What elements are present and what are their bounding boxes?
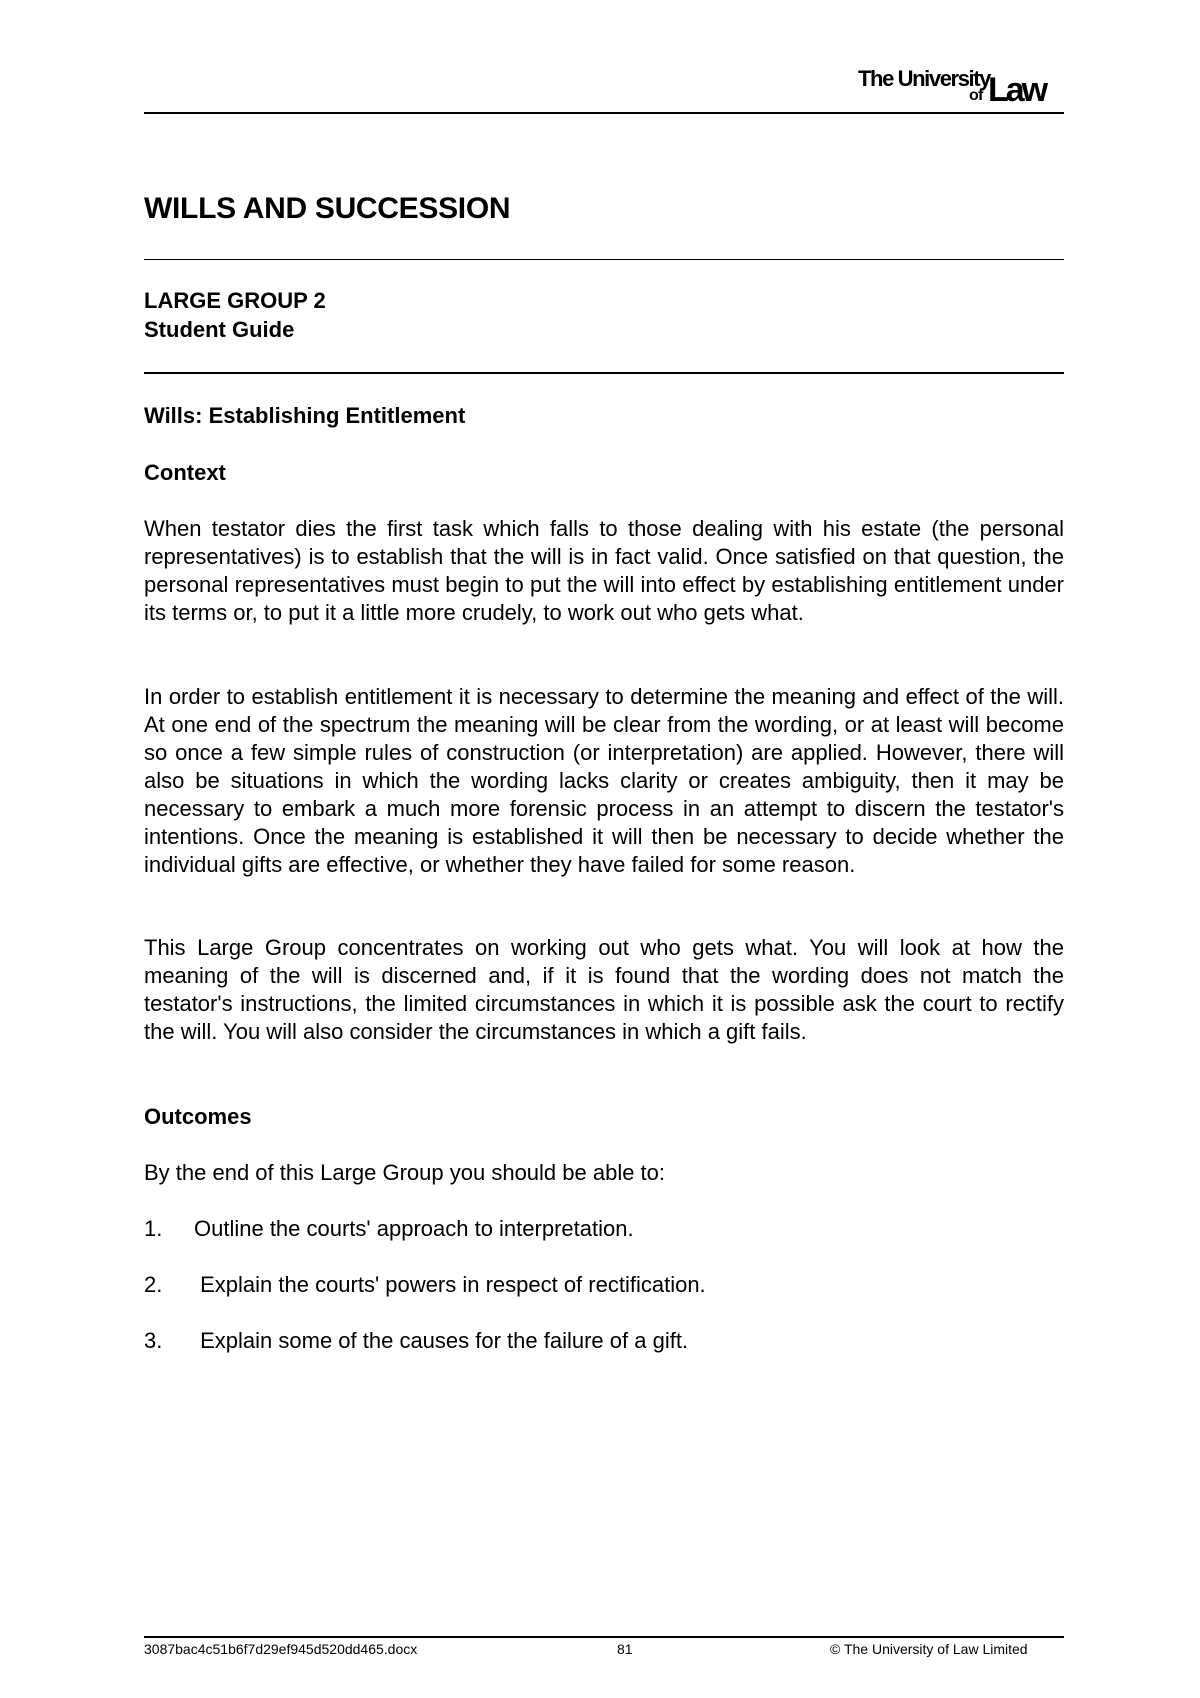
footer-rule <box>144 1636 1064 1638</box>
outcome-text: Outline the courts' approach to interpretation. <box>194 1216 634 1241</box>
context-paragraph-1: When testator dies the first task which falls to those dealing with his estate (the personal representatives) is to establish that the will is in fact valid. Once satisfied on that question, the personal representatives must begin to put the will into effect by establishing entitlement under its terms or, to put it a little more crudely, to work out who gets what. <box>144 516 1064 625</box>
context-heading: Context <box>144 460 226 485</box>
logo-of: of <box>969 87 983 104</box>
outcome-item <box>144 1328 688 1354</box>
outcome-number: 1. <box>144 1216 163 1241</box>
document-title: WILLS AND SUCCESSION <box>144 192 511 225</box>
footer-copyright: © The University of Law Limited <box>830 1641 1028 1657</box>
context-paragraph-2: In order to establish entitlement it is necessary to determine the meaning and effect of the will. At one end of the spectrum the meaning will be clear from the wording, or at least will become so once a few simple rules of construction (or interpretation) are applied. However, there will also be situations in which the wording lacks clarity or creates ambiguity, then it may be necessary to embark a much more forensic process in an attempt to discern the testator's intentions. Once the meaning is established it will then be necessary to decide whether the individual gifts are effective, or whether they have failed for some reason. <box>144 684 1064 877</box>
context-paragraph-3: This Large Group concentrates on working out who gets what. You will look at how the meaning of the will is discerned and, if it is found that the wording does not match the testator's instructions, the limited circumstances in which it is possible ask the court to rectify the will. You will also consider the circumstances in which a gift fails. <box>144 935 1064 1044</box>
footer-page-number: 81 <box>617 1641 633 1657</box>
university-of-law-logo <box>858 66 1068 109</box>
title-rule <box>144 259 1064 260</box>
outcome-number: 3. <box>144 1328 163 1353</box>
topic-heading: Wills: Establishing Entitlement <box>144 403 466 428</box>
footer-filename: 3087bac4c51b6f7d29ef945d520dd465.docx <box>144 1641 418 1657</box>
outcome-number: 2. <box>144 1272 163 1297</box>
outcomes-intro: By the end of this Large Group you should be able to: <box>144 1160 666 1185</box>
outcome-item <box>144 1272 706 1298</box>
outcome-text: Explain the courts' powers in respect of rectification. <box>194 1272 706 1297</box>
outcome-text: Explain some of the causes for the failure of a gift. <box>194 1328 689 1353</box>
student-guide-label: Student Guide <box>144 317 295 342</box>
large-group-label: LARGE GROUP 2 <box>144 288 326 313</box>
outcomes-heading: Outcomes <box>144 1104 252 1129</box>
header-rule <box>144 112 1064 114</box>
logo-line-the-university: The University <box>858 66 991 91</box>
section-rule <box>144 372 1064 374</box>
logo-law: Law <box>988 71 1046 109</box>
outcome-item <box>144 1216 634 1242</box>
